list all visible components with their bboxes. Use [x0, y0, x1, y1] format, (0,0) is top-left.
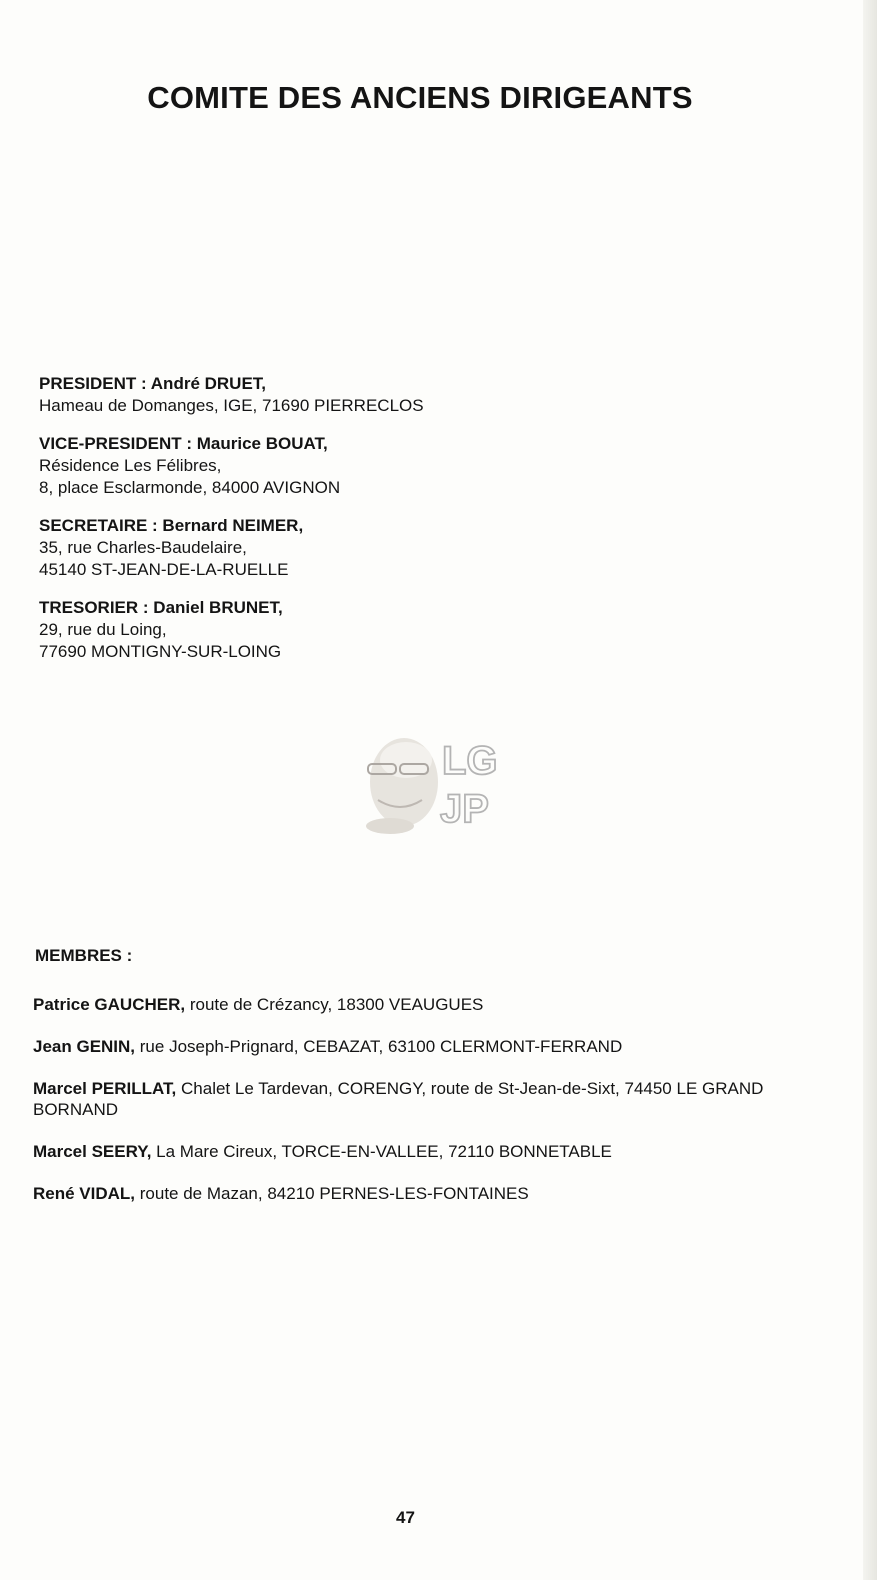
officer-role: TRESORIER	[39, 598, 139, 617]
officer-address-line: 77690 MONTIGNY-SUR-LOING	[39, 642, 282, 661]
separator: :	[181, 434, 197, 453]
separator: :	[147, 516, 163, 535]
member-name: Marcel SEERY,	[33, 1142, 152, 1161]
member-name: Jean GENIN,	[33, 1037, 136, 1056]
member-entry	[33, 994, 833, 1015]
officers-list	[39, 373, 659, 679]
member-name: René VIDAL,	[33, 1184, 136, 1203]
member-entry	[33, 1078, 833, 1120]
member-address: route de Mazan, 84210 PERNES-LES-FONTAINES	[135, 1184, 529, 1203]
officer-treasurer	[39, 597, 659, 663]
officer-role: PRESIDENT	[39, 374, 137, 393]
member-name: Marcel PERILLAT,	[33, 1079, 177, 1098]
members-list	[33, 994, 833, 1225]
members-heading: MEMBRES :	[35, 946, 133, 965]
logo-text-top: LG	[442, 739, 498, 783]
officer-address-line: 29, rue du Loing,	[39, 620, 167, 639]
officer-role: SECRETAIRE	[39, 516, 148, 535]
officer-role: VICE-PRESIDENT	[39, 434, 182, 453]
officer-vice-president	[39, 433, 659, 499]
logo-watermark	[360, 730, 520, 840]
officer-name: Maurice BOUAT,	[196, 434, 328, 453]
member-entry	[33, 1141, 833, 1162]
officer-address-line: Hameau de Domanges, IGE, 71690 PIERRECLOS	[39, 396, 424, 415]
member-address: La Mare Cireux, TORCE-EN-VALLEE, 72110 BONNETABLE	[151, 1142, 612, 1161]
officer-secretary	[39, 515, 659, 581]
page-number: 47	[396, 1508, 415, 1527]
member-name: Patrice GAUCHER,	[33, 995, 186, 1014]
officer-address-line: 8, place Esclarmonde, 84000 AVIGNON	[39, 478, 341, 497]
separator: :	[136, 374, 151, 393]
member-address: route de Crézancy, 18300 VEAUGUES	[185, 995, 484, 1014]
officer-president	[39, 373, 659, 417]
member-address: Chalet Le Tardevan, CORENGY, route de St-Jean-de-Sixt, 74450 LE GRAND BORNAND	[33, 1079, 764, 1119]
officer-name: Bernard NEIMER,	[162, 516, 304, 535]
page-edge-shadow	[863, 0, 877, 1580]
member-entry	[33, 1183, 833, 1204]
member-entry	[33, 1036, 833, 1057]
officer-name: André DRUET,	[150, 374, 267, 393]
officer-address-line: 45140 ST-JEAN-DE-LA-RUELLE	[39, 560, 289, 579]
officer-name: Daniel BRUNET,	[153, 598, 283, 617]
portrait-image	[366, 738, 438, 834]
logo-text-bottom: JP	[440, 787, 489, 831]
officer-address-line: Résidence Les Félibres,	[39, 456, 222, 475]
officer-address-line: 35, rue Charles-Baudelaire,	[39, 538, 247, 557]
page-title: COMITE DES ANCIENS DIRIGEANTS	[147, 80, 693, 115]
member-address: rue Joseph-Prignard, CEBAZAT, 63100 CLERMONT-FERRAND	[135, 1037, 623, 1056]
separator: :	[138, 598, 154, 617]
